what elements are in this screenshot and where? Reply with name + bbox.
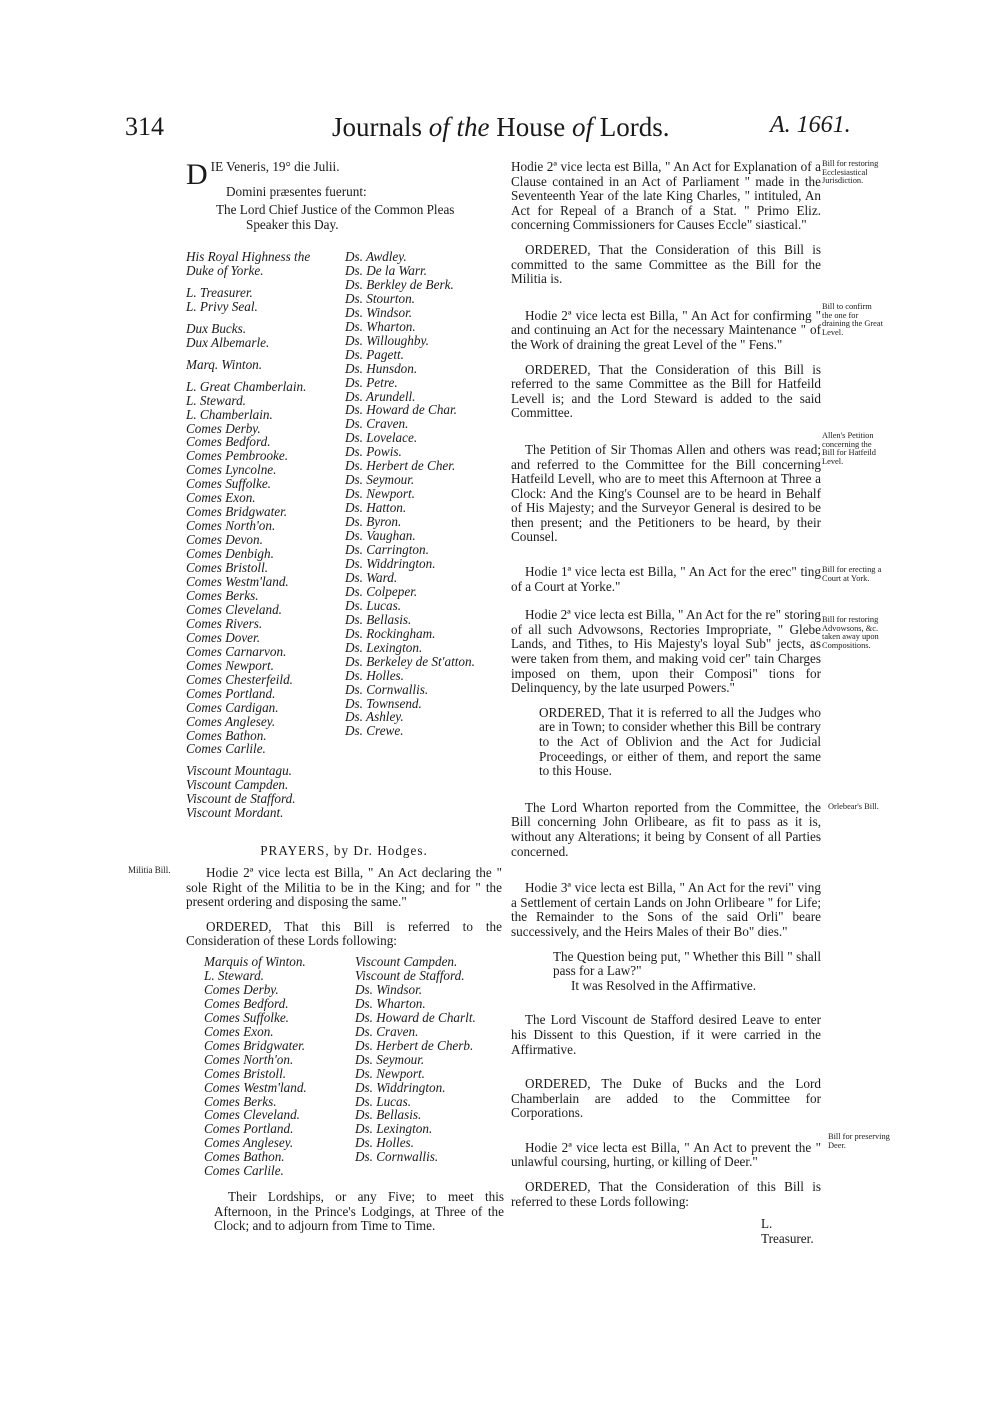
list-item: Ds. Ward. <box>345 569 398 585</box>
list-item: Comes Berks. <box>186 587 259 603</box>
list-item: Ds. Bellasis. <box>355 1107 422 1123</box>
list-item: Comes Carlile. <box>186 741 266 757</box>
title-word: House <box>496 112 566 142</box>
page-year: A. 1661. <box>770 112 851 138</box>
margin-note: Bill for erecting a Court at York. <box>822 565 882 583</box>
list-item: Ds. Windsor. <box>345 304 413 320</box>
list-item: Ds. Powis. <box>345 444 402 460</box>
list-item: Ds. Cornwallis. <box>345 681 429 697</box>
paragraph-13: ORDERED, The Duke of Bucks and the Lord Chamberlain are added to the Committee for Corporations. <box>511 1076 821 1121</box>
list-item: Viscount Campden. <box>355 954 458 969</box>
list-item: Ds. Stourton. <box>345 290 415 306</box>
list-item: Comes Bristoll. <box>204 1065 287 1081</box>
paragraph-2: ORDERED, That the Consideration of this Bill is committed to the same Committee as the Bill for the Militia is. <box>511 241 821 287</box>
list-item: Ds. Lovelace. <box>345 430 418 446</box>
list-item: Ds. Crewe. <box>345 723 404 739</box>
title-word: Journals <box>332 112 422 142</box>
page-number: 314 <box>125 112 164 141</box>
paragraph-8: ORDERED, That it is referred to all the Judges who are in Town; to consider whether this Bill be contrary to the Act of Oblivion and the Act for Judicial Proceedings, or either of them, and report the same to this House. <box>539 704 821 779</box>
list-item: Ds. Cornwallis. <box>355 1149 439 1165</box>
list-item: L. Steward. <box>204 967 264 983</box>
list-item: Ds. Craven. <box>355 1023 419 1039</box>
list-item: Comes Portland. <box>186 685 276 701</box>
margin-note-militia: Militia Bill. <box>128 865 171 875</box>
paragraph-11b: It was Resolved in the Affirmative. <box>571 977 757 993</box>
right-column <box>511 160 821 1246</box>
margin-note: Orlebear's Bill. <box>828 802 879 811</box>
list-item: Comes Bedford. <box>204 995 289 1011</box>
list-item: His Royal Highness the <box>186 249 311 264</box>
list-item: Ds. Newport. <box>355 1065 425 1081</box>
list-item: Dux Albemarle. <box>186 334 270 350</box>
list-item: Ds. Newport. <box>345 486 415 502</box>
list-item: Comes Dover. <box>186 629 260 645</box>
militia-paragraph: Hodie 2ª vice lecta est Billa, " An Act declaring the " sole Right of the Militia to be in the King; and for " the present ordering and disposing the same." <box>186 865 502 910</box>
list-item: Ds. Lucas. <box>345 597 402 613</box>
list-item: Dux Bucks. <box>186 320 247 336</box>
list-item: Comes Rivers. <box>186 615 263 631</box>
list-item: Ds. Hatton. <box>345 500 407 516</box>
list-item: Viscount Mountagu. <box>186 763 292 779</box>
list-item: Ds. Holles. <box>355 1135 414 1151</box>
paragraph-7: Hodie 2ª vice lecta est Billa, " An Act for the re" storing of all such Advowsons, Rectories Impropriate, " Glebe Lands, and Tithes, to His Majesty's loyal Sub" jects, as were taken from them, and making void cer" tain Charges imposed on them, upon their Composi" tions for Delinquency, by the late usurped Powers." <box>511 607 821 696</box>
list-item: Ds. Arundell. <box>345 388 416 404</box>
list-item: Comes Bedford. <box>186 434 271 450</box>
list-item: Comes Denbigh. <box>186 546 274 562</box>
paragraph-11: The Question being put, " Whether this Bill " shall pass for a Law?" <box>553 948 821 979</box>
prayers-line: PRAYERS, by Dr. Hodges. <box>260 843 428 858</box>
margin-note: Bill for restoring Ecclesiastical Jurisdiction. <box>822 159 879 186</box>
list-item: Comes Westm'land. <box>186 574 289 590</box>
list-item: Comes Derby. <box>204 981 279 997</box>
list-item: Marquis of Winton. <box>204 954 306 969</box>
list-item: Comes Bristoll. <box>186 560 269 576</box>
title-word: of <box>572 112 594 142</box>
list-item: Ds. Craven. <box>345 416 409 432</box>
list-item: Comes Bridgwater. <box>204 1037 306 1053</box>
list-item: Ds. Seymour. <box>355 1051 425 1067</box>
paragraph-3: Hodie 2ª vice lecta est Billa, " An Act for confirming " and continuing an Act for the necessary Maintenance " of the Work of draining the great Level of the " Fens." <box>511 307 821 352</box>
paragraph-10: Hodie 3ª vice lecta est Billa, " An Act for the revi" ving a Settlement of certain Lands on John Orlibeare " for Life; the Remainder to the Sons of the said Orli" beare successively, and the Heirs Males of their Bo" dies." <box>511 880 821 939</box>
ordered-militia: ORDERED, That this Bill is referred to the Consideration of these Lords following: <box>186 918 502 949</box>
list-item: Ds. Colpeper. <box>345 583 418 599</box>
paragraph-5: The Petition of Sir Thomas Allen and others was read; and referred to the Committee for the Bill concerning Hatfeild Levell, who are to meet this Afternoon at Three a Clock: And the King's Counsel are to be heard in Behalf of His Majesty; and the Surveyor General is desired to be then present; and the Petitioners to be heard, by their Counsel. <box>511 441 821 545</box>
date-line: IE Veneris, 19° die Julii. <box>210 159 340 174</box>
list-item: L. Chamberlain. <box>186 406 273 422</box>
list-item: L. Privy Seal. <box>186 298 258 314</box>
list-item: Ds. Wharton. <box>345 318 416 334</box>
list-item: Comes Pembrooke. <box>186 448 289 464</box>
list-item: Comes Berks. <box>204 1093 277 1109</box>
paragraph-1: Hodie 2ª vice lecta est Billa, " An Act for Explanation of a Clause contained in an Act of Parliament " made in the Seventeenth Year of the late King Charles, " intituled, An Act for Repeal of a Branch of a Stat. " Primo Eliz. concerning Commissioners for Causes Eccle" siastical." <box>511 159 821 233</box>
committee-list-col1 <box>204 955 307 1178</box>
list-item: Ds. Widdrington. <box>345 555 436 571</box>
list-item: Ds. Howard de Char. <box>345 402 457 418</box>
list-item: Viscount de Stafford. <box>355 967 465 983</box>
list-item: Comes Westm'land. <box>204 1079 307 1095</box>
list-item: Ds. Ashley. <box>345 709 404 725</box>
list-item: Comes Anglesey. <box>186 713 276 729</box>
list-item: Ds. Pagett. <box>345 346 404 362</box>
list-item: Comes Chesterfeild. <box>186 671 293 687</box>
list-item: Ds. Lexington. <box>355 1121 433 1137</box>
list-item: Ds. Bellasis. <box>345 611 412 627</box>
list-item: Ds. Berkeley de St'atton. <box>345 653 475 669</box>
list-item: Ds. Holles. <box>345 667 404 683</box>
lords-list-col1 <box>186 250 310 820</box>
list-item: Viscount Campden. <box>186 777 289 793</box>
lords-list-col2 <box>345 250 475 738</box>
list-item: Comes Cardigan. <box>186 699 279 715</box>
list-item: L. Great Chamberlain. <box>186 378 307 394</box>
lordships-paragraph: Their Lordships, or any Five; to meet this Afternoon, in the Prince's Lodgings, at Three of the Clock; and to adjourn from Time to Time. <box>214 1189 504 1234</box>
militia-bill-text <box>186 866 502 949</box>
list-item: Ds. Herbert de Cher. <box>345 458 456 474</box>
list-item: Ds. Carrington. <box>345 542 429 558</box>
list-item: Ds. Wharton. <box>355 995 426 1011</box>
list-item: Ds. Byron. <box>345 514 402 530</box>
list-item: Comes Lyncolne. <box>186 462 277 478</box>
list-item: Ds. Rockingham. <box>345 625 436 641</box>
list-item: Comes Cleveland. <box>186 601 282 617</box>
margin-note: Bill to confirm the one for draining the Great Level. <box>822 302 883 337</box>
list-item: Comes Newport. <box>186 657 274 673</box>
list-item: Duke of Yorke. <box>186 262 264 278</box>
margin-note: Allen's Petition concerning the Bill for Hatfeild Level. <box>822 431 876 466</box>
list-item: Ds. Seymour. <box>345 472 415 488</box>
list-item: Ds. Vaughan. <box>345 528 416 544</box>
paragraph-12: The Lord Viscount de Stafford desired Leave to enter his Dissent to this Question, if it were carried in the Affirmative. <box>511 1012 821 1057</box>
dropcap: D <box>186 158 208 191</box>
list-item: Ds. Lexington. <box>345 639 423 655</box>
list-item: Viscount Mordant. <box>186 805 284 821</box>
list-item: Comes Bathon. <box>204 1149 285 1165</box>
committee-list-col2 <box>355 955 476 1164</box>
title-word: the <box>456 112 490 142</box>
list-item: Ds. Herbert de Cherb. <box>355 1037 474 1053</box>
margin-note: Bill for restoring Advowsons, &c. taken away upon Compositions. <box>822 615 879 650</box>
list-item: Ds. Willoughby. <box>345 332 429 348</box>
paragraph-4: ORDERED, That the Consideration of this Bill is referred to the same Committee as the Bill for Hatfeild Levell is; and the Lord Steward is added to the said Committee. <box>511 361 821 421</box>
list-item: Comes Devon. <box>186 532 263 548</box>
paragraph-15: ORDERED, That the Consideration of this Bill is referred to these Lords following: <box>511 1179 821 1209</box>
list-item: Comes Derby. <box>186 420 261 436</box>
list-item: Comes North'on. <box>204 1051 294 1067</box>
list-item: Ds. Awdley. <box>345 249 407 264</box>
list-item: Ds. Berkley de Berk. <box>345 276 454 292</box>
list-item: Comes North'on. <box>186 518 276 534</box>
list-item: Comes Bridgwater. <box>186 504 288 520</box>
list-item: Ds. Lucas. <box>355 1093 412 1109</box>
paragraph-14: Hodie 2ª vice lecta est Billa, " An Act to prevent the " unlawful coursing, hurting, or killing of Deer." <box>511 1139 821 1170</box>
left-header-block <box>186 160 502 232</box>
page-title <box>332 112 772 143</box>
list-item: Ds. Townsend. <box>345 695 422 711</box>
list-item: Ds. Windsor. <box>355 981 423 997</box>
list-item: Comes Portland. <box>204 1121 294 1137</box>
list-item: Marq. Winton. <box>186 356 263 372</box>
list-item: Comes Bathon. <box>186 727 267 743</box>
list-item: Ds. Hunsdon. <box>345 360 418 376</box>
list-item: Comes Cleveland. <box>204 1107 300 1123</box>
speaker-line-1: The Lord Chief Justice of the Common Pleas <box>216 202 455 218</box>
list-item: Ds. De la Warr. <box>345 262 427 278</box>
list-item: Comes Suffolke. <box>186 476 271 492</box>
list-item: Comes Carnarvon. <box>186 643 287 659</box>
list-item: Comes Exon. <box>204 1023 274 1039</box>
paragraph-6: Hodie 1ª vice lecta est Billa, " An Act for the erec" ting of a Court at Yorke." <box>511 564 821 594</box>
paragraph-16: L. Treasurer. <box>761 1216 814 1246</box>
list-item: Comes Exon. <box>186 490 256 506</box>
list-item: Ds. Widdrington. <box>355 1079 446 1095</box>
title-word: of <box>428 112 450 142</box>
list-item: Viscount de Stafford. <box>186 791 296 807</box>
list-item: Ds. Howard de Charlt. <box>355 1009 476 1025</box>
list-item: Comes Suffolke. <box>204 1009 289 1025</box>
list-item: Ds. Petre. <box>345 374 398 390</box>
speaker-line-2: Speaker this Day. <box>246 216 339 232</box>
paragraph-9: The Lord Wharton reported from the Committee, the Bill concerning John Orlibeare, as fit to pass as it is, without any Alterations; it being by Consent of all Parties concerned. <box>511 799 821 859</box>
list-item: Comes Anglesey. <box>204 1135 294 1151</box>
title-word: Lords. <box>599 112 670 142</box>
margin-note: Bill for preserving Deer. <box>828 1132 890 1150</box>
list-item: L. Steward. <box>186 392 246 408</box>
list-item: Comes Carlile. <box>204 1163 284 1179</box>
list-item: L. Treasurer. <box>186 284 253 300</box>
present-line: Domini præsentes fuerunt: <box>226 183 367 199</box>
